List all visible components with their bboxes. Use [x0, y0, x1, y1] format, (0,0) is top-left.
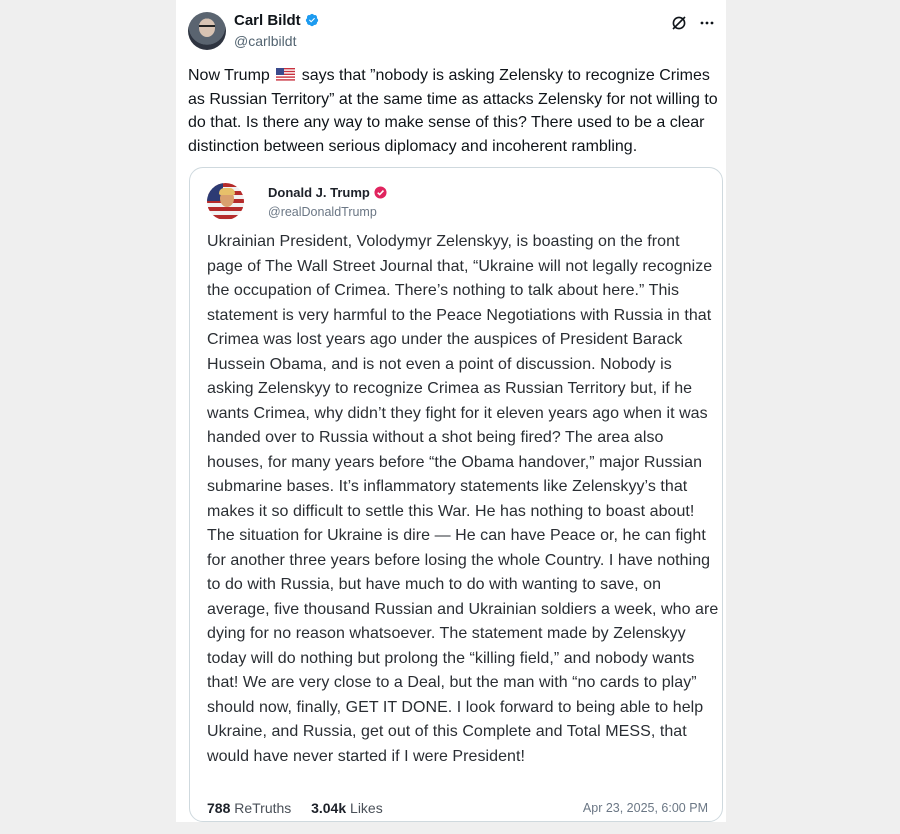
author-handle[interactable]: @carlbildt [234, 33, 297, 49]
retruths-label[interactable]: ReTruths [234, 800, 292, 816]
post-text [188, 64, 718, 158]
post-timestamp[interactable]: Apr 23, 2025, 6:00 PM [582, 801, 708, 815]
more-icon-glyph [699, 15, 715, 31]
likes-count[interactable]: 3.04k [311, 800, 347, 816]
post-text-rest: says that ”nobody is asking Zelensky to recognize Crimes as Russian Territory” at the same time as attacks Zelensky for not willing to do that. Is there any way to make sense of this? There used to be a clear distinction between serious diplomacy and incoherent rambling. [188, 67, 718, 155]
quoted-author-avatar[interactable] [207, 183, 244, 220]
avatar-hair [219, 188, 235, 195]
author-avatar[interactable] [188, 12, 226, 50]
author-name-text[interactable]: Carl Bildt [234, 12, 301, 29]
post-text-start: Now Trump [188, 67, 270, 84]
quoted-post-body: Ukrainian President, Volodymyr Zelenskyy, is boasting on the front page of The Wall Street Journal that, “Ukraine will not legally recognize the occupation of Crimea. There’s nothing to talk about here.” This statement is very harmful to the Peace Negotiations with Russia in that Crimea was lost years ago under the auspices of President Barack Hussein Obama, and is not even a point of discussion. Nobody is asking Zelenskyy to recognize Crimea as Russian Territory but, if he wants Crimea, why didn’t they fight for it eleven years ago when it was handed over to Russia without a shot being fired? The area also houses, for many years before “the Obama handover,” major Russian submarine bases. It’s inflammatory statements like Zelenskyy’s that makes it so difficult to settle this War. He has nothing to boast about! The situation for Ukraine is dire — He can have Peace or, he can fight for another three years before losing the whole Country. I have nothing to do with Russia, but have much to do with wanting to save, on average, five thousand Russian and Ukrainian soldiers a week, who are dying for no reason whatsoever. The statement made by Zelenskyy today will do nothing but prolong the “killing field,” and nobody wants that! We are very close to a Deal, but the man with “no cards to play” should now, finally, GET IT DONE. I look forward to being able to help Ukraine, and Russia, get out of this Complete and Total MESS, that would have never started if I were President! [207, 233, 719, 765]
post-card [176, 0, 726, 822]
quoted-author-name-text[interactable]: Donald J. Trump [268, 185, 370, 200]
verified-badge-icon [374, 186, 387, 199]
grok-icon[interactable] [670, 14, 688, 32]
author-name[interactable] [234, 12, 319, 29]
more-icon[interactable] [698, 14, 716, 32]
quoted-post-footer [207, 800, 708, 816]
us-flag-icon [276, 68, 295, 81]
avatar-glasses [199, 25, 215, 31]
retruths-count[interactable]: 788 [207, 800, 231, 816]
likes-label[interactable]: Likes [350, 800, 383, 816]
quoted-author-handle[interactable]: @realDonaldTrump [268, 205, 377, 219]
grok-icon-glyph [671, 15, 687, 31]
verified-badge-icon [305, 13, 319, 27]
quoted-post[interactable] [189, 167, 723, 822]
post-actions [670, 14, 716, 32]
quoted-author-name[interactable] [268, 185, 387, 200]
